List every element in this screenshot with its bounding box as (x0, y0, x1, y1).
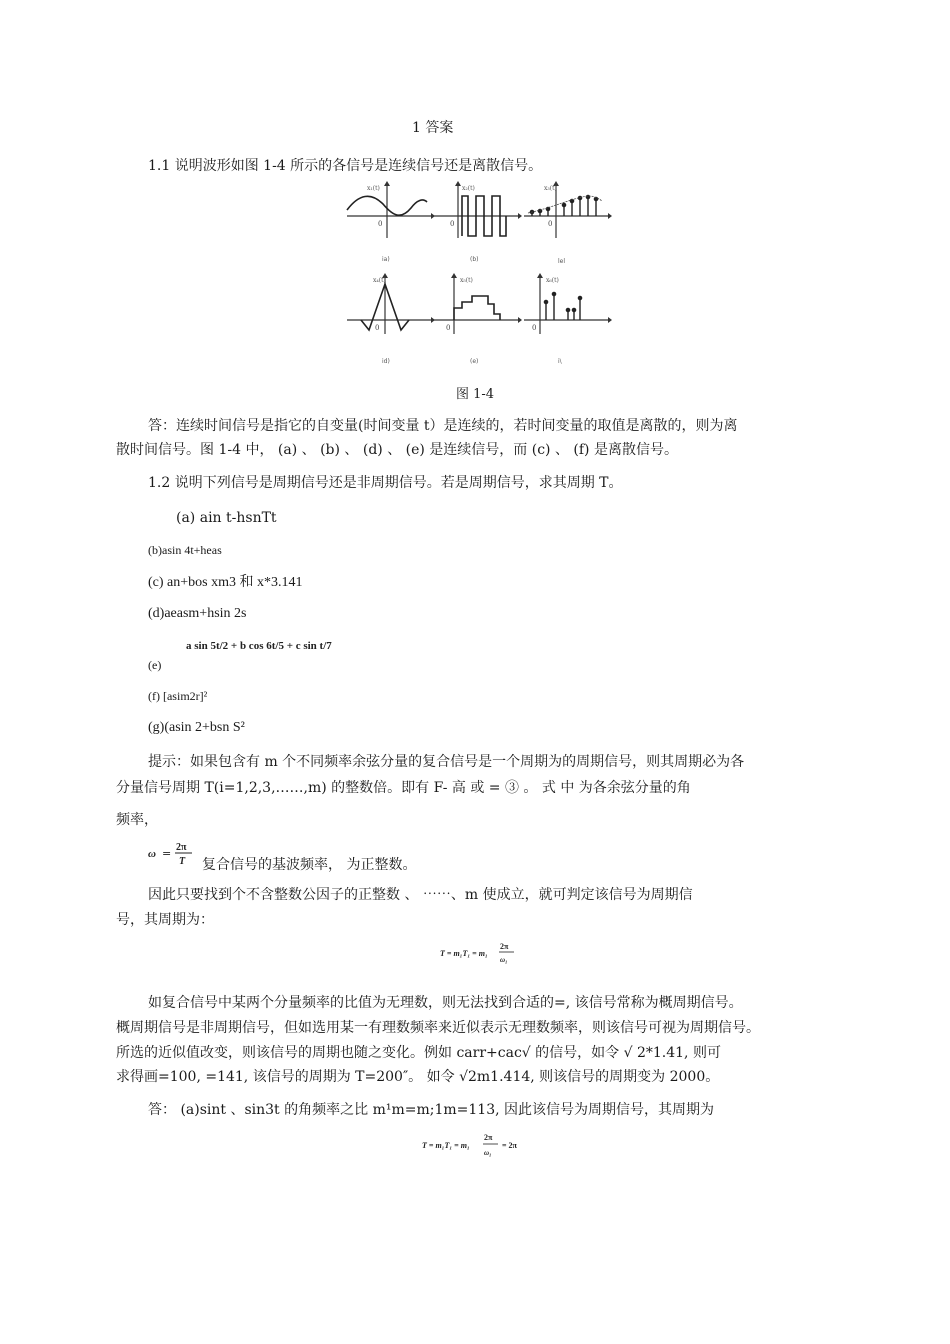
item-a: (a) ain t-hsnTt (176, 510, 277, 526)
item-g: (g)(asin 2+bsn S² (148, 720, 245, 735)
panel-caption-b: (b) (470, 256, 479, 263)
question-1-1: 1.1 说明波形如图 1-4 所示的各信号是连续信号还是离散信号。 (148, 158, 543, 174)
answer-2: 答： (a)sint 、sin3t 的角频率之比 m¹m=m;1m=113, 因此该信号为周期信号，其周期为 (148, 1102, 715, 1118)
svg-text:2π: 2π (484, 1133, 493, 1142)
para3-line3: 所选的近似值改变，则该信号的周期也随之变化。例如 carr+cac√ 的信号，如令 √ 2*1.41, 则可 (116, 1045, 721, 1061)
hint-line4: 复合信号的基波频率， 为正整数。 (202, 857, 417, 873)
waveform-d (345, 272, 435, 336)
para2-line1: 因此只要找到个不含整数公因子的正整数 、 ⋯⋯、m 使成立，就可判定该信号为周期信 (148, 887, 693, 903)
svg-text:x₃(t): x₃(t) (544, 185, 557, 192)
svg-text:=: = (162, 847, 172, 860)
period-formula (438, 938, 518, 968)
panel-caption-e: (e) (470, 358, 479, 365)
question-1-2: 1.2 说明下列信号是周期信号还是非周期信号。若是周期信号，求其周期 T。 (148, 475, 623, 491)
para2-line2: 号，其周期为： (116, 912, 214, 928)
svg-text:ω₁: ω₁ (484, 1149, 492, 1157)
para3-line2: 概周期信号是非周期信号，但如选用某一有理数频率来近似表示无理数频率，则该信号可视为周期信号。 (116, 1020, 760, 1036)
answer-1-line2: 散时间信号。图 1-4 中， (a) 、 (b) 、 (d) 、 (e) 是连续信号，而 (c) 、 (f) 是离散信号。 (116, 442, 678, 458)
omega-formula (146, 838, 202, 868)
svg-text:T: T (179, 856, 186, 867)
svg-text:x₄(t): x₄(t) (373, 277, 386, 284)
svg-text:x₅(t): x₅(t) (460, 277, 473, 284)
svg-text:x₂(t): x₂(t) (462, 185, 475, 192)
svg-text:0: 0 (446, 324, 451, 332)
svg-text:2π: 2π (176, 842, 187, 853)
svg-text:0: 0 (375, 324, 380, 332)
waveform-c (522, 180, 612, 240)
hint-line3: 频率， (116, 812, 158, 828)
svg-text:ω₁: ω₁ (500, 956, 508, 964)
svg-text:T = m₁T₁ = m₁: T = m₁T₁ = m₁ (422, 1141, 470, 1150)
panel-caption-f: i\ (558, 358, 562, 365)
item-c: (c) an+bos xm3 和 x*3.141 (148, 575, 303, 590)
waveform-b (432, 180, 522, 240)
svg-text:2π: 2π (500, 942, 509, 951)
panel-caption-c: lel (558, 258, 566, 265)
svg-text:x₁(t): x₁(t) (367, 185, 380, 192)
item-f: (f) [asim2r]² (148, 689, 208, 703)
svg-text:T = m₁T₁ = m₁: T = m₁T₁ = m₁ (440, 949, 488, 958)
period-formula-2 (420, 1128, 530, 1162)
item-d: (d)aeasm+hsin 2s (148, 606, 247, 621)
hint-line2: 分量信号周期 T(i=1,2,3,……,m) 的整数倍。即有 F- 高 或 = ③ 。 式 中 为各余弦分量的角 (116, 780, 691, 796)
item-e-label: (e) (148, 658, 162, 672)
panel-caption-a: ia) (382, 256, 390, 263)
waveform-e (432, 272, 522, 336)
svg-text:0: 0 (450, 220, 455, 228)
svg-text:0: 0 (548, 220, 553, 228)
answer-1-line1: 答：连续时间信号是指它的自变量(时间变量 t）是连续的，若时间变量的取值是离散的，则为离 (148, 418, 738, 434)
item-e-formula: a sin 5t/2 + b cos 6t/5 + c sin t/7 (186, 640, 332, 652)
hint-line1: 提示：如果包含有 m 个不同频率余弦分量的复合信号是一个周期为的周期信号，则其周期必为各 (148, 754, 745, 770)
item-b: (b)asin 4t+heas (148, 543, 222, 557)
waveform-a (345, 180, 435, 240)
svg-text:x₆(t): x₆(t) (546, 277, 559, 284)
panel-caption-d: id) (382, 358, 390, 365)
svg-text:0: 0 (532, 324, 537, 332)
para3-line1: 如复合信号中某两个分量频率的比值为无理数，则无法找到合适的=, 该信号常称为概周期信号。 (148, 995, 743, 1011)
svg-text:0: 0 (378, 220, 383, 228)
svg-text:= 2π: = 2π (502, 1141, 517, 1150)
waveform-f (522, 272, 612, 336)
svg-text:ω: ω (148, 848, 156, 860)
figure-caption: 图 1-4 (456, 387, 495, 402)
para3-line4: 求得画=100, =141, 该信号的周期为 T=200″。 如令 √2m1.414, 则该信号的周期变为 2000。 (116, 1069, 720, 1085)
page-heading: 1 答案 (412, 120, 454, 136)
